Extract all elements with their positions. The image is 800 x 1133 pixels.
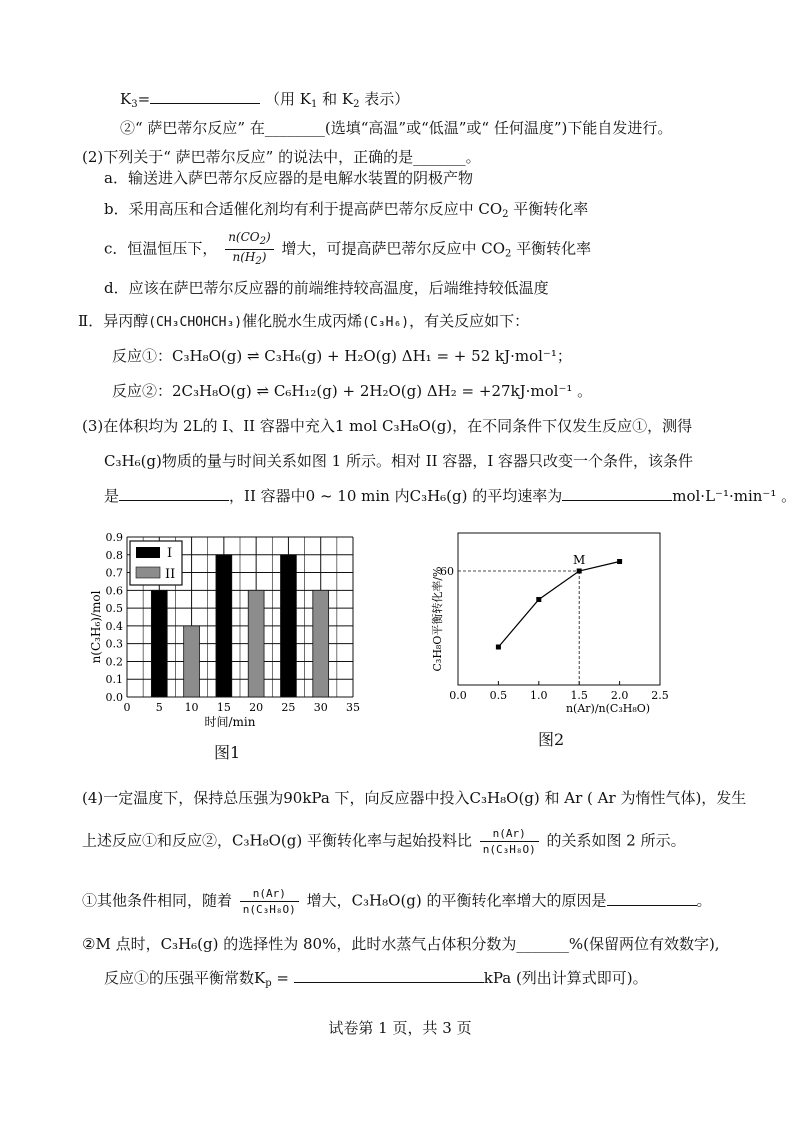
fig1-y-tick-label: 0.5 (105, 602, 123, 616)
q2b-option-a: a．输送进入萨巴蒂尔反应器的是电解水装置的阴极产物 (104, 169, 473, 187)
q2b-option-b: b．采用高压和合适催化剂均有利于提高萨巴蒂尔反应中 $CO_2$ 平衡转化率 (104, 200, 589, 220)
fig1-bar-I-15 (216, 555, 232, 697)
fig2-x-tick-label: 0.0 (449, 689, 467, 702)
fig1-y-tick-label: 0.1 (105, 673, 123, 687)
fig2-caption: 图2 (538, 730, 565, 749)
q4-item-2-line-2: 反应①的压强平衡常数$K_p$ = kPa (列出计算式即可)。 (104, 969, 648, 989)
fig2-x-tick-label: 2.5 (651, 689, 669, 702)
legend-label-II: II (165, 567, 176, 582)
fig2-x-tick-label: 0.5 (489, 689, 508, 702)
legend-swatch-I (136, 547, 160, 558)
answer-blank-kp[interactable] (294, 968, 484, 983)
answer-blank-condition[interactable] (119, 486, 229, 501)
fig2-x-tick-label: 1.5 (570, 689, 588, 702)
fig1-y-tick-label: 0.8 (105, 548, 123, 562)
fig1-x-tick-label: 30 (313, 701, 328, 714)
fig2-guides (440, 565, 579, 685)
fig1-x-tick-label: 20 (249, 701, 264, 714)
ratio-ar-c3h8o: $\frac{n(Ar)}{\text{n(C₃H₈O)}}$ (480, 826, 539, 857)
ratio-co2-h2: $\frac{n(CO_2)}{n(H_2)}$ (225, 230, 274, 269)
fig1-y-tick-label: 0.7 (105, 566, 123, 580)
fig2-x-tick-label: 1.0 (530, 689, 548, 702)
fig1-y-tick-label: 0.2 (105, 655, 123, 669)
answer-blank-reason[interactable] (607, 891, 697, 906)
page-footer: 试卷第 1 页，共 3 页 (328, 1019, 472, 1037)
fig1-x-axis-label: 时间/min (204, 715, 256, 729)
ratio-ar-c3h8o-2: $\frac{n(Ar)}{\text{n(C₃H₈O)}}$ (240, 886, 299, 917)
part2-intro: Ⅱ．异丙醇(CH₃CHOHCH₃)催化脱水生成丙烯(C₃H₆)，有关反应如下： (78, 312, 530, 330)
fig2-y-tick-label: 60 (440, 565, 454, 578)
fig1-y-axis-label: n(C₃H₆)/mol (89, 590, 103, 664)
fig1-bar-I-25 (281, 555, 297, 697)
q4-line-1: (4)一定温度下，保持总压强为90kPa 下，向反应器中投入C₃H₈O(g) 和 Ar ( Ar 为惰性气体)，发生 (82, 789, 747, 807)
fig1-x-tick-label: 5 (155, 701, 163, 714)
fig2-plot-frame (458, 533, 660, 685)
q2-item-2: ②“ 萨巴蒂尔反应” 在________(选填“高温”或“低温”或“ 任何温度”)下能自发进行。 (120, 119, 673, 137)
fig1-y-tick-label: 0.0 (105, 691, 123, 704)
fig2-x-axis-label: n(Ar)/n(C₃H₈O) (565, 702, 651, 715)
fig1-caption: 图1 (214, 743, 241, 762)
fig1-y-ticks (106, 531, 124, 704)
reaction-2: 反应②：2C₃H₈O(g) ⇌ C₆H₁₂(g) + 2H₂O(g) ΔH₂ = +27kJ·mol⁻¹ 。 (112, 382, 593, 400)
fig2-data-point (536, 597, 541, 602)
legend-swatch-II (136, 567, 160, 578)
fig2-x-ticks (449, 681, 669, 702)
fig1-bar-II-30 (313, 590, 329, 697)
fig2-line (496, 553, 622, 650)
fig1-x-tick-label: 10 (184, 701, 199, 714)
fig1-bar-II-20 (248, 590, 264, 697)
q4-line-2: 上述反应①和反应②，C₃H₈O(g) 平衡转化率与起始投料比 $\frac{n(Ar)}{\text{n(C₃H₈O)}}$ 的关系如图 2 所示。 (82, 827, 686, 856)
fig1-bar-II-10 (184, 626, 200, 697)
legend-label-I: I (167, 546, 173, 561)
answer-blank-rate[interactable] (562, 486, 672, 501)
q2b-option-c: c．恒温恒压下， $\frac{n(CO_2)}{n(H_2)}$ 增大，可提高萨巴蒂尔反应中 $CO_2$ 平衡转化率 (104, 230, 592, 267)
q3-line-1: (3)在体积均为 2L的 I、II 容器中充入1 mol C₃H₈O(g)，在不同条件下仅发生反应①，测得 (82, 417, 693, 435)
fig1-x-tick-label: 25 (281, 701, 296, 714)
fig2-data-point (577, 569, 582, 574)
k3-line: $K_3=$ （用 $K_1$ 和 $K_2$ 表示） (120, 90, 410, 110)
answer-blank-k3[interactable] (150, 89, 260, 104)
fig2-x-tick-label: 2.0 (610, 689, 629, 702)
q2b-option-d: d．应该在萨巴蒂尔反应器的前端维持较高温度，后端维持较低温度 (104, 279, 549, 297)
fig2-data-point (496, 645, 501, 650)
fig2-point-label-m: M (573, 553, 586, 567)
fig1-x-tick-label: 15 (216, 701, 231, 714)
fig2-y-axis-label: C₃H₈O平衡转化率/% (431, 566, 444, 672)
fig1-y-tick-label: 0.6 (105, 584, 123, 598)
fig1-y-tick-label: 0.9 (105, 531, 123, 544)
q2b-stem: (2)下列关于“ 萨巴蒂尔反应” 的说法中，正确的是_______。 (82, 148, 481, 166)
fig2-data-point (617, 559, 622, 564)
figure-1-bar-chart (70, 527, 430, 742)
figure-2-line-chart (428, 527, 678, 737)
fig1-y-tick-label: 0.4 (105, 619, 123, 633)
q3-line-2: C₃H₆(g)物质的量与时间关系如图 1 所示。相对 II 容器，I 容器只改变一个条件，该条件 (104, 452, 694, 470)
fig1-legend (130, 541, 182, 585)
fig1-x-ticks (124, 701, 361, 714)
fig1-bar-I-5 (151, 590, 167, 697)
q4-item-1: ①其他条件相同，随着 $\frac{n(Ar)}{\text{n(C₃H₈O)}}$ 增大，C₃H₈O(g) 的平衡转化率增大的原因是 。 (82, 887, 712, 916)
q3-line-3: 是 ，II 容器中0 ~ 10 min 内C₃H₆(g) 的平均速率为 mol·L⁻¹·min⁻¹ 。 (104, 487, 797, 505)
q4-item-2-line-1: ②M 点时，C₃H₆(g) 的选择性为 80%，此时水蒸气占体积分数为_______%(保留两位有效数字), (82, 935, 720, 953)
reaction-1: 反应①：C₃H₈O(g) ⇌ C₃H₆(g) + H₂O(g) ΔH₁ = + 52 kJ·mol⁻¹； (112, 347, 572, 365)
fig1-y-tick-label: 0.3 (105, 637, 123, 651)
fig1-x-tick-label: 35 (346, 701, 360, 714)
fig2-series-line (498, 562, 619, 648)
fig1-x-tick-label: 0 (123, 701, 131, 714)
